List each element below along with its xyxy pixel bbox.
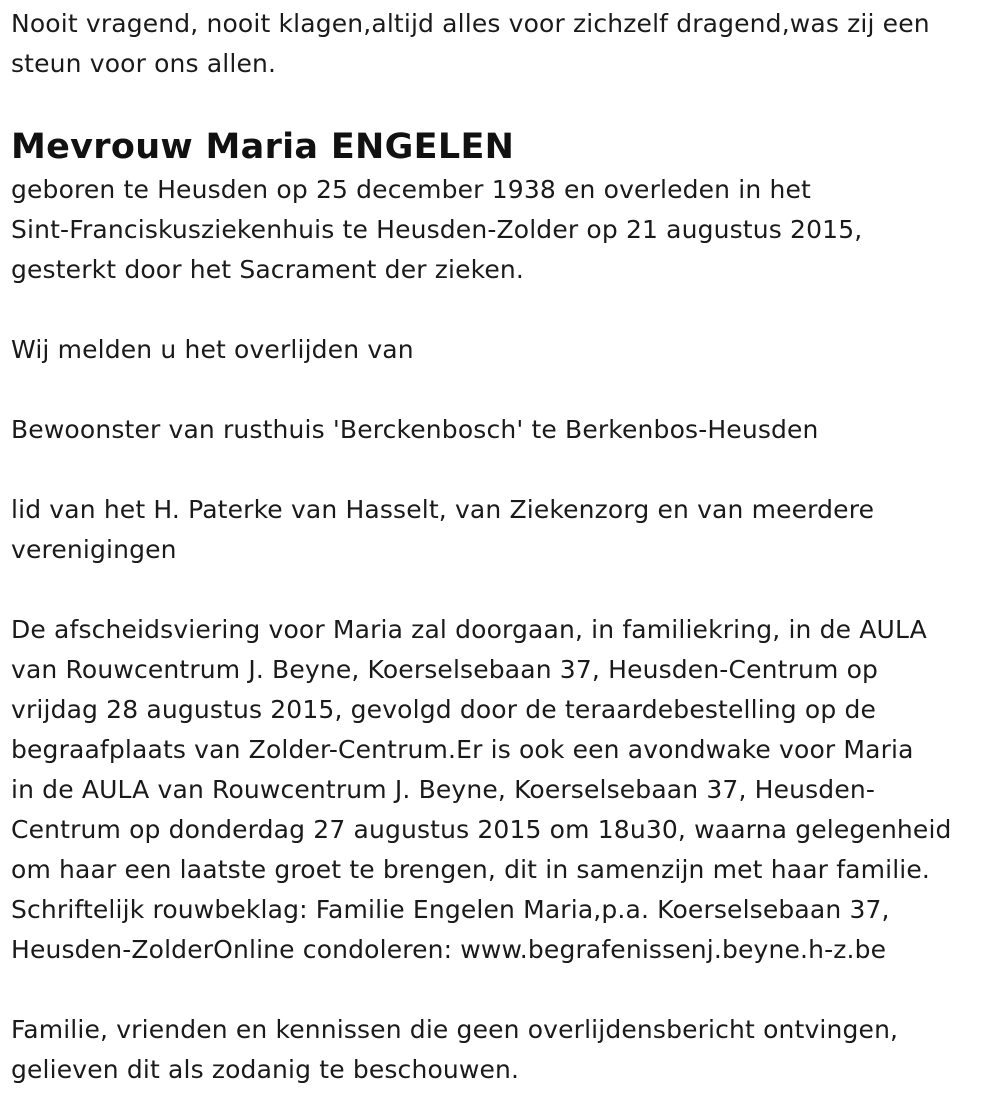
membership-line: verenigingen xyxy=(11,535,177,564)
membership-paragraph xyxy=(11,490,991,570)
ceremony-line: De afscheidsviering voor Maria zal doorgaan, in familiekring, in de AULA xyxy=(11,615,927,644)
ceremony-line: Centrum op donderdag 27 augustus 2015 om 18u30, waarna gelegenheid xyxy=(11,815,952,844)
ceremony-line: begraafplaats van Zolder-Centrum.Er is ook een avondwake voor Maria xyxy=(11,735,914,764)
announcement-paragraph: Wij melden u het overlijden van xyxy=(11,335,414,364)
motto-line: Nooit vragend, nooit klagen,altijd alles voor zichzelf dragend,was zij een xyxy=(11,9,930,38)
paragraph-spacer xyxy=(11,970,991,1010)
paragraph-spacer xyxy=(11,290,991,330)
paragraph-spacer xyxy=(11,450,991,490)
ceremony-line: in de AULA van Rouwcentrum J. Beyne, Koerselsebaan 37, Heusden- xyxy=(11,775,876,804)
ceremony-line: vrijdag 28 augustus 2015, gevolgd door de teraardebestelling op de xyxy=(11,695,877,724)
membership-line: lid van het H. Paterke van Hasselt, van Ziekenzorg en van meerdere xyxy=(11,495,875,524)
ceremony-line: van Rouwcentrum J. Beyne, Koerselsebaan 37, Heusden-Centrum op xyxy=(11,655,879,684)
birth-death-line: gesterkt door het Sacrament der zieken. xyxy=(11,255,525,284)
motto-paragraph xyxy=(11,4,991,84)
paragraph-spacer xyxy=(11,570,991,610)
closing-line: gelieven dit als zodanig te beschouwen. xyxy=(11,1055,520,1084)
deceased-name-heading: Mevrouw Maria ENGELEN xyxy=(11,127,515,167)
motto-line: steun voor ons allen. xyxy=(11,49,277,78)
birth-death-paragraph xyxy=(11,170,991,290)
closing-paragraph xyxy=(11,1010,991,1090)
paragraph-spacer xyxy=(11,370,991,410)
ceremony-line: om haar een laatste groet te brengen, dit in samenzijn met haar familie. xyxy=(11,855,931,884)
ceremony-line: Schriftelijk rouwbeklag: Familie Engelen Maria,p.a. Koerselsebaan 37, xyxy=(11,895,890,924)
ceremony-line: Heusden-ZolderOnline condoleren: www.begrafenissenj.beyne.h-z.be xyxy=(11,935,887,964)
closing-line: Familie, vrienden en kennissen die geen overlijdensbericht ontvingen, xyxy=(11,1015,899,1044)
residence-paragraph: Bewoonster van rusthuis 'Berckenbosch' te Berkenbos-Heusden xyxy=(11,415,819,444)
birth-death-line: Sint-Franciskusziekenhuis te Heusden-Zolder op 21 augustus 2015, xyxy=(11,215,863,244)
obituary-document xyxy=(11,4,991,1090)
birth-death-line: geboren te Heusden op 25 december 1938 en overleden in het xyxy=(11,175,811,204)
ceremony-paragraph xyxy=(11,610,991,970)
